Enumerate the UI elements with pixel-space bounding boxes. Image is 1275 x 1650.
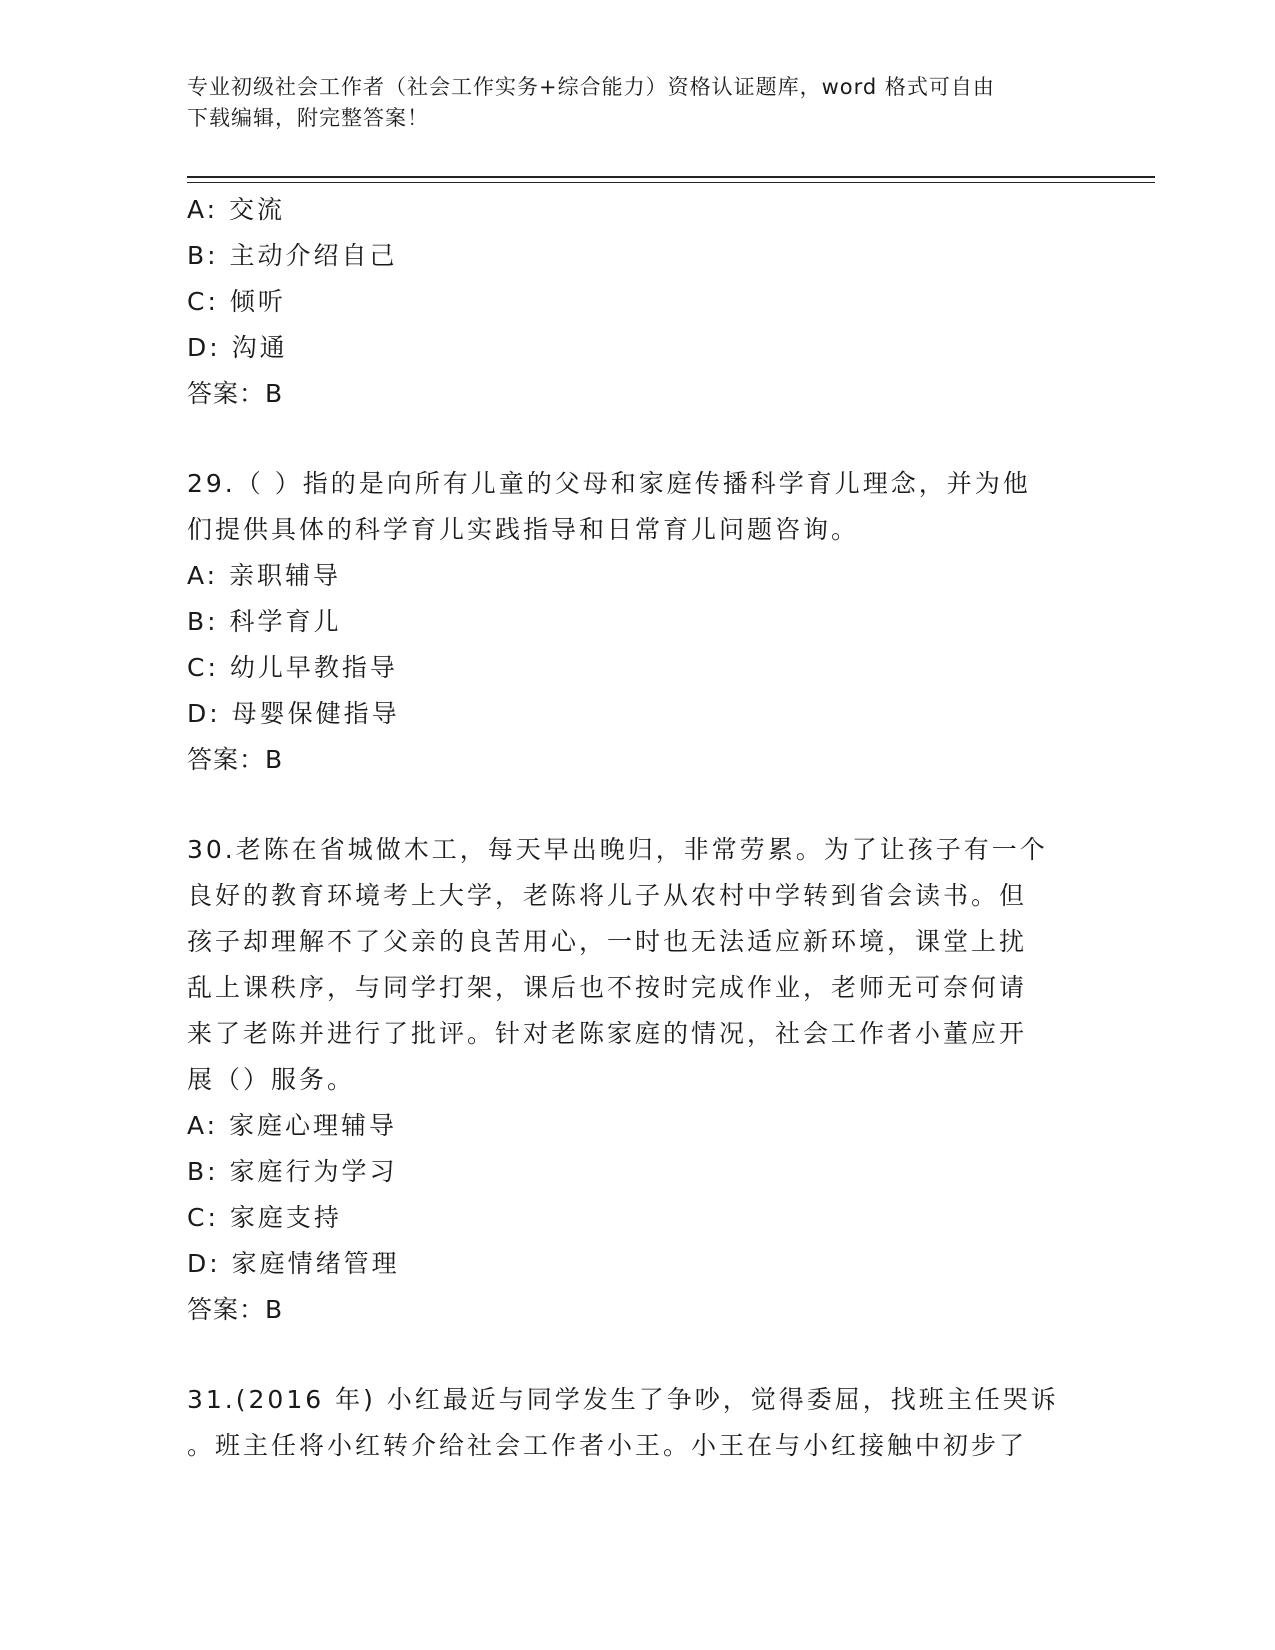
answer: 答案：B [187,379,284,408]
question-30 [187,827,1087,1333]
header-line-2: 下载编辑，附完整答案！ [187,106,429,130]
question-gap [187,1333,1087,1377]
question-gap [187,783,1087,827]
question-text-line: 们提供具体的科学育儿实践指导和日常育儿问题咨询。 [187,515,860,544]
question-text-line: 31.(2016 年) 小红最近与同学发生了争吵，觉得委屈，找班主任哭诉 [187,1385,1059,1414]
option-c: C: 幼儿早教指导 [187,653,398,682]
question-text-line: 30.老陈在省城做木工，每天早出晚归，非常劳累。为了让孩子有一个 [187,835,1048,864]
question-gap [187,417,1087,461]
question-text-line: 孩子却理解不了父亲的良苦用心，一时也无法适应新环境，课堂上扰 [187,927,1028,956]
header-rule-thin [187,182,1155,183]
header-rule-thick [187,176,1155,178]
header-line-1: 专业初级社会工作者（社会工作实务+综合能力）资格认证题库，word 格式可自由 [187,75,995,99]
option-a: A: 交流 [187,195,286,224]
answer: 答案：B [187,1295,284,1324]
question-text-line: 29.（ ）指的是向所有儿童的父母和家庭传播科学育儿理念，并为他 [187,469,1031,498]
question-31 [187,1377,1087,1469]
option-c: C: 家庭支持 [187,1203,342,1232]
option-b: B: 家庭行为学习 [187,1157,398,1186]
question-29 [187,461,1087,783]
question-text-line: 。班主任将小红转介给社会工作者小王。小王在与小红接触中初步了 [187,1431,1028,1460]
option-d: D: 家庭情绪管理 [187,1249,400,1278]
option-a: A: 亲职辅导 [187,561,342,590]
document-header [187,72,1087,134]
question-text-line: 乱上课秩序，与同学打架，课后也不按时完成作业，老师无可奈何请 [187,973,1028,1002]
question-text-line: 展（）服务。 [187,1065,356,1094]
answer: 答案：B [187,745,284,774]
option-d: D: 沟通 [187,333,288,362]
option-b: B: 科学育儿 [187,607,342,636]
option-b: B: 主动介绍自己 [187,241,398,270]
option-a: A: 家庭心理辅导 [187,1111,398,1140]
option-c: C: 倾听 [187,287,286,316]
option-d: D: 母婴保健指导 [187,699,400,728]
question-text-line: 来了老陈并进行了批评。针对老陈家庭的情况，社会工作者小董应开 [187,1019,1028,1048]
question-text-line: 良好的教育环境考上大学，老陈将儿子从农村中学转到省会读书。但 [187,881,1028,910]
question-list [187,187,1087,1469]
question-28 [187,187,1087,417]
